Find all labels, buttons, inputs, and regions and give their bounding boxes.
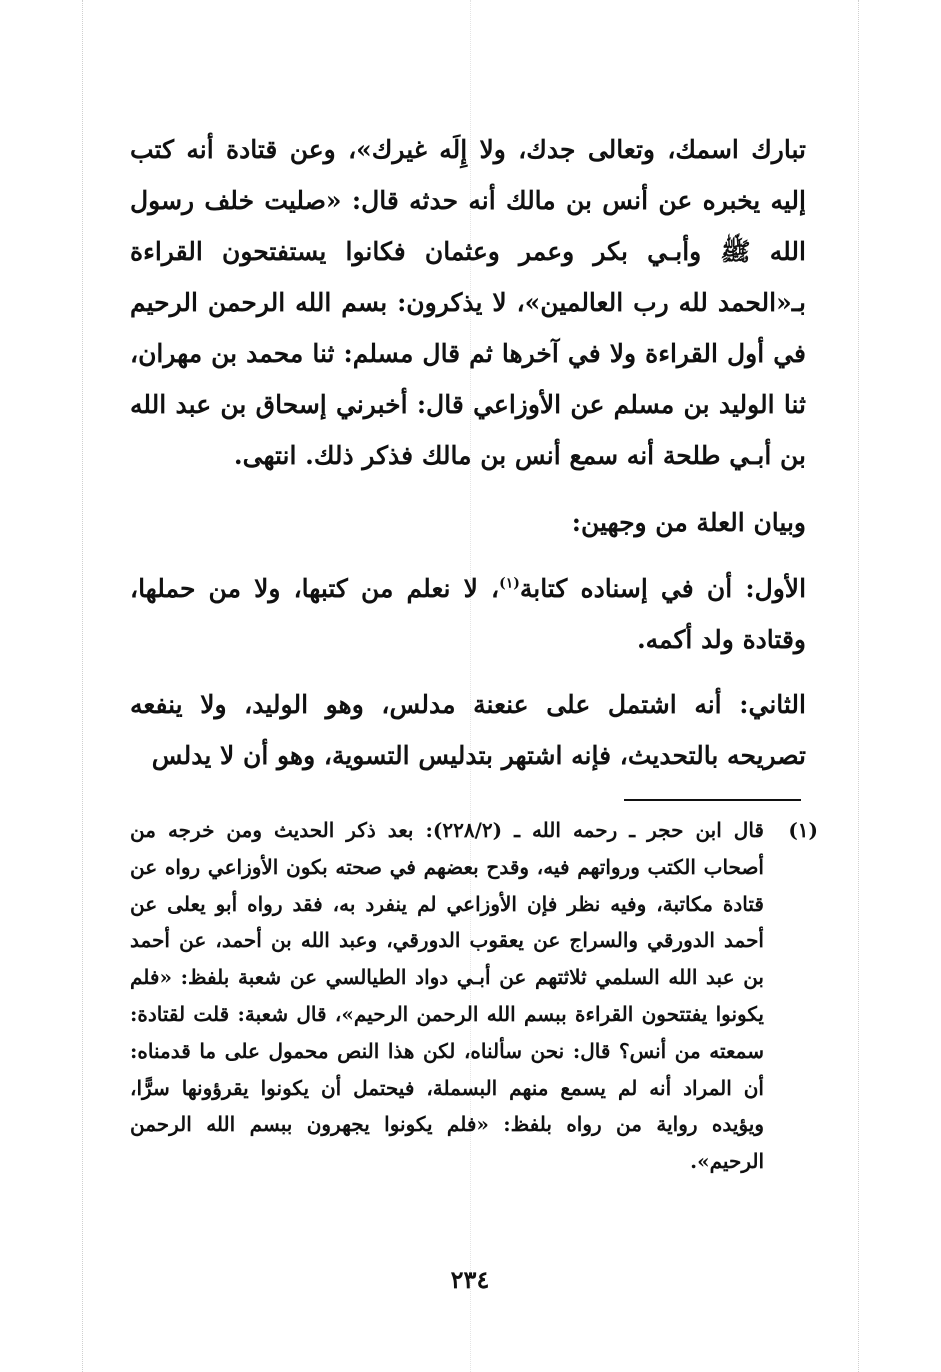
page-number: ٢٣٤: [450, 1265, 490, 1294]
footnote-text: قال ابن حجر ـ رحمه الله ـ (٢٢٨/٢): بعد ذكر الحديث ومن خرجه من أصحاب الكتب ورواتهم فيه، وقدح بعضهم في صحته بكون الأوزاعي رواه عن قتادة مكاتبة، وفيه نظر فإن الأوزاعي لم ينفرد به، فقد رواه أبو يعلى عن أحمد الدورقي والسراج عن يعقوب الدورقي، وعبد الله بن أحمد، عن أحمد بن عبد الله السلمي ثلاثتهم عن أبـي دواد الطيالسي عن شعبة بلفظ: «فلم يكونوا يفتتحون القراءة ببسم الله الرحمن الرحيم»، قال شعبة: قلت لقتادة: سمعته من أنس؟ قال: نحن سألناه، لكن هذا النص محمول على ما قدمناه: أن المراد أنه لم يسمع منهم البسملة، فيحتمل أن يكونوا يقرؤونها سرًّا، ويؤيده رواية من رواه بلفظ: «فلم يكونوا يجهرون ببسم الله الرحمن الرحيم».: [130, 818, 764, 1174]
footnote-reference[interactable]: (١): [499, 575, 520, 592]
paragraph-second-aspect: [130, 679, 806, 781]
footnote-number: (١): [788, 818, 818, 842]
paragraph-text: أنه اشتمل على عنعنة مدلس، وهو الوليد، ولا ينفعه تصريحه بالتحديث، فإنه اشتهر بتدليس التسوية، وهو أن لا يدلس: [130, 690, 806, 770]
scan-guide-left: [82, 0, 83, 1372]
paragraph-hadith-narration: [130, 124, 806, 481]
footnote: [130, 812, 818, 1180]
paragraph-defect-heading: [130, 497, 806, 548]
paragraph-text: أن في إسناده كتابة: [519, 574, 746, 603]
paragraph-body: [130, 563, 806, 665]
paragraph-text: وبيان العلة من وجهين:: [571, 508, 806, 537]
paragraph-text: تبارك اسمك، وتعالى جدك، ولا إِلَه غيرك»، وعن قتادة أنه كتب إليه يخبره عن أنس بن مالك أنه حدثه قال: «صليت خلف رسول الله ﷺ وأبـي بكر وعمر وعثمان فكانوا يستفتحون القراءة بـ«الحمد لله رب العالمين»، لا يذكرون: بسم الله الرحمن الرحيم في أول القراءة ولا في آخرها ثم قال مسلم: ثنا محمد بن مهران، ثنا الوليد بن مسلم عن الأوزاعي قال: أخبرني إسحاق بن عبد الله بن أبـي طلحة أنه سمع أنس بن مالك فذكر ذلك. انتهى.: [130, 135, 806, 470]
first-aspect-label: الأول:: [745, 574, 807, 603]
scan-guide-right: [858, 0, 859, 1372]
paragraph-first-aspect: [130, 563, 806, 665]
footnote-divider: [624, 799, 801, 801]
second-aspect-label: الثاني:: [739, 690, 806, 719]
paragraph-body: [130, 679, 806, 781]
paragraph-text: ، لا نعلم من كتبها، ولا من حملها، وقتادة ولد أكمه.: [130, 574, 806, 654]
